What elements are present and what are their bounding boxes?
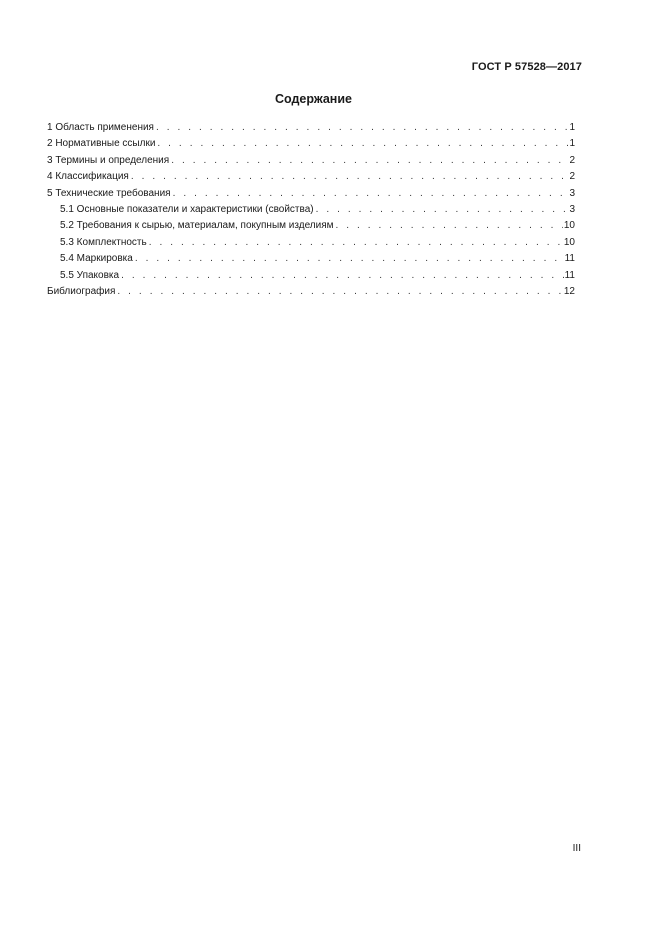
toc-item-label: 2 Нормативные ссылки — [47, 138, 156, 150]
toc-item-label: 3 Термины и определения — [47, 154, 170, 166]
toc-item-page: 11 — [564, 253, 575, 265]
toc-title: Содержание — [274, 92, 352, 106]
toc-item-label: 5.4 Маркировка — [60, 253, 133, 265]
toc-item-page: 11 — [564, 269, 575, 281]
toc-item-materials-requirements[interactable] — [47, 218, 575, 234]
standard-code: ГОСТ Р 57528—2017 — [471, 61, 582, 73]
toc-item-label: 5.2 Требования к сырью, материалам, покупным изделиям — [60, 220, 334, 232]
dot-leader — [316, 202, 569, 218]
dot-leader — [149, 235, 563, 251]
dot-leader — [121, 268, 564, 284]
toc-item-page: 2 — [569, 154, 575, 166]
toc-item-label: 5.3 Комплектность — [60, 236, 147, 248]
toc-item-page: 3 — [569, 203, 575, 215]
dot-leader — [173, 186, 569, 202]
toc-item-normative-references[interactable] — [47, 136, 575, 152]
toc-item-completeness[interactable] — [47, 235, 575, 251]
page-number: III — [572, 843, 581, 854]
toc-item-label: 5.5 Упаковка — [60, 269, 120, 281]
toc-item-scope[interactable] — [47, 120, 575, 136]
toc-item-label: 1 Область применения — [47, 122, 154, 133]
dot-leader — [117, 284, 562, 300]
dot-leader — [135, 251, 564, 267]
toc-item-page: 12 — [563, 285, 575, 297]
toc-item-bibliography[interactable] — [47, 284, 575, 300]
toc-item-page: 3 — [569, 187, 575, 199]
dot-leader — [131, 169, 569, 185]
toc-item-label: 5.1 Основные показатели и характеристики (свойства) — [60, 203, 314, 215]
toc-item-label: 4 Классификация — [47, 171, 129, 183]
toc-item-marking[interactable] — [47, 251, 575, 267]
toc-item-terms[interactable] — [47, 153, 575, 169]
toc-item-page: 1 — [569, 138, 575, 150]
dot-leader — [156, 120, 568, 136]
toc-item-label: 5 Технические требования — [47, 187, 171, 199]
toc-item-label: Библиография — [47, 285, 116, 297]
table-of-contents — [47, 120, 575, 300]
dot-leader — [171, 153, 568, 169]
dot-leader — [157, 136, 568, 152]
dot-leader — [336, 218, 563, 234]
toc-item-page: 2 — [569, 171, 575, 183]
toc-item-technical-requirements[interactable] — [47, 186, 575, 202]
toc-item-page: 10 — [563, 236, 575, 248]
toc-item-packaging[interactable] — [47, 268, 575, 284]
toc-item-main-characteristics[interactable] — [47, 202, 575, 218]
toc-item-classification[interactable] — [47, 169, 575, 185]
toc-item-page: 1 — [569, 122, 575, 133]
toc-item-page: 10 — [563, 220, 575, 232]
